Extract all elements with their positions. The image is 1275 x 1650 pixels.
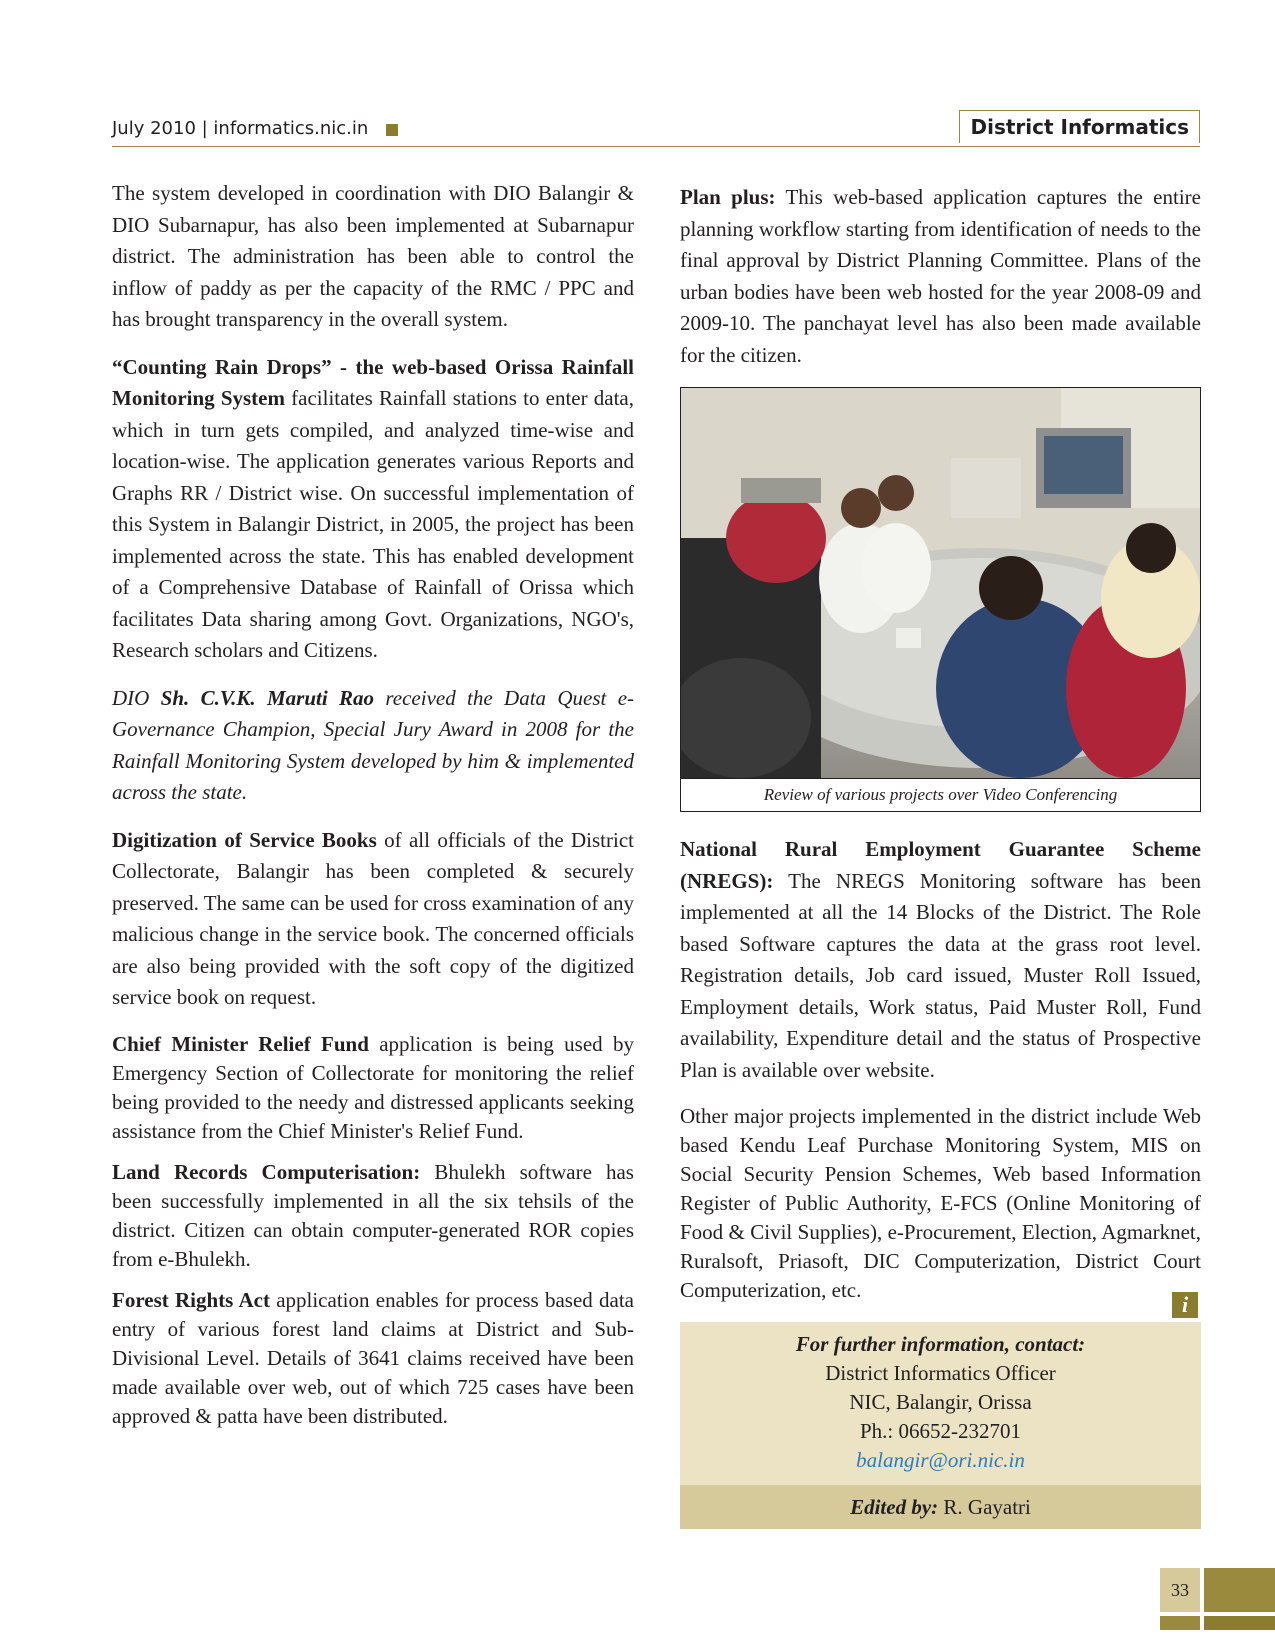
service-books-title: Digitization of Service Books (112, 827, 377, 852)
paragraph-relief-fund (112, 1030, 634, 1146)
service-books-text: of all officials of the District Collectorate, Balangir has been completed & securely preserved. The same can be used for cross examination of any malicious change in the service book. The concerned officials are also being provided with the soft copy of the digitized service book on request. (112, 827, 635, 1009)
rainfall-title: “Counting Rain Drops” - the web-based Orissa Rainfall Monitoring System (112, 354, 634, 410)
issue-and-site: July 2010 | informatics.nic.in (112, 118, 369, 139)
info-icon: i (1172, 1292, 1198, 1318)
land-records-title: Land Records Computerisation: (112, 1159, 421, 1184)
rainfall-text: facilitates Rainfall stations to enter data, which in turn gets compiled, and analyzed time-wise and location-wise. The application generates various Reports and Graphs RR / District wise. On successful implementation of this System in Balangir District, in 2005, the project has been implemented across the state. This has enabled development of a Comprehensive Database of Rainfall of Orissa which facilitates Data sharing among Govt. Organizations, NGO's, Research scholars and Citizens. (112, 386, 634, 662)
contact-role: District Informatics Officer (825, 1361, 1056, 1385)
edited-label: Edited by: (850, 1495, 939, 1519)
paragraph-land-records (112, 1158, 634, 1274)
forest-rights-text: application enables for process based data entry of various forest land claims at District and Sub-Divisional Level. Details of 3641 claims received have been made available over web, out of which 725 cases have been approved & patta have been distributed. (112, 1287, 634, 1428)
footer-bar-decoration-corner (1204, 1616, 1275, 1630)
plan-plus-title: Plan plus: (680, 185, 776, 209)
contact-address: NIC, Balangir, Orissa (849, 1390, 1032, 1414)
photo-caption: Review of various projects over Video Conferencing (681, 778, 1200, 811)
paragraph-paddy-system: The system developed in coordination with DIO Balangir & DIO Subarnapur, has also been implemented at Subarnapur district. The administration has been able to control the inflow of paddy as per the capacity of the RMC / PPC and has brought transparency in the overall system. (112, 181, 634, 331)
paragraph-plan-plus (680, 182, 1201, 371)
paragraph-other-projects: Other major projects implemented in the district include Web based Kendu Leaf Purchase Monitoring System, MIS on Social Security Pension Schemes, Web based Information Register of Public Authority, E-FCS (Online Monitoring of Food & Civil Supplies), e-Procurement, Election, Agmarknet, Ruralsoft, Priasoft, DIC Computerization, District Court Computerization, etc. (680, 1104, 1201, 1302)
contact-email-link[interactable]: balangir@ori.nic.in (856, 1448, 1025, 1472)
relief-fund-text: application is being used by Emergency Section of Collectorate for monitoring the relief being provided to the needy and distressed applicants seeking assistance from the Chief Minister's Relief Fund. (112, 1031, 634, 1143)
nregs-title: National Rural Employment Guarantee Scheme (NREGS): (680, 837, 1201, 893)
paragraph-award (112, 683, 634, 809)
paragraph-forest-rights (112, 1286, 634, 1431)
edited-by (680, 1485, 1201, 1529)
right-column (680, 182, 1201, 1317)
paragraph-rainfall-monitoring (112, 352, 634, 667)
relief-fund-title: Chief Minister Relief Fund (112, 1031, 369, 1056)
land-records-text: Bhulekh software has been successfully implemented in all the six tehsils of the district. Citizen can obtain computer-generated ROR copies from e-Bhulekh. (112, 1159, 634, 1271)
page-header (112, 110, 1200, 147)
page-number: 33 (1160, 1568, 1200, 1612)
paragraph-nregs (680, 834, 1201, 1086)
award-person: Sh. C.V.K. Maruti Rao (160, 685, 375, 710)
footer-bar-decoration (1204, 1568, 1275, 1612)
forest-rights-title: Forest Rights Act (112, 1287, 270, 1312)
nregs-text: The NREGS Monitoring software has been implemented at all the 14 Blocks of the District. The Role based Software captures the data at the grass root level. Registration details, Job card issued, Muster Roll Issued, Employment details, Work status, Paid Muster Roll, Fund availability, Expenditure detail and the status of Prospective Plan is available over website. (680, 868, 1201, 1082)
award-text: received the Data Quest e-Governance Champion, Special Jury Award in 2008 for the Rainfall Monitoring System developed by him & implemented across the state. (112, 685, 635, 804)
contact-box (680, 1322, 1201, 1529)
left-column (112, 178, 634, 1443)
paragraph-service-books (112, 825, 634, 1014)
photo-figure (680, 387, 1201, 812)
contact-phone: Ph.: 06652-232701 (859, 1419, 1021, 1443)
award-prefix: DIO (112, 685, 161, 710)
footer-bar-decoration-lower (1160, 1616, 1200, 1630)
contact-heading: For further information, contact: (795, 1332, 1086, 1356)
section-title: District Informatics (959, 110, 1200, 143)
photo-illustration (681, 388, 1200, 778)
header-square-decoration (386, 124, 398, 136)
plan-plus-text: This web-based application captures the entire planning workflow starting from identification of needs to the final approval by District Planning Committee. Plans of the urban bodies have been web hosted for the year 2008-09 and 2009-10. The panchayat level has also been made available for the citizen. (680, 185, 1201, 367)
editor-name: R. Gayatri (938, 1495, 1031, 1519)
video-conference-photo (681, 388, 1200, 778)
